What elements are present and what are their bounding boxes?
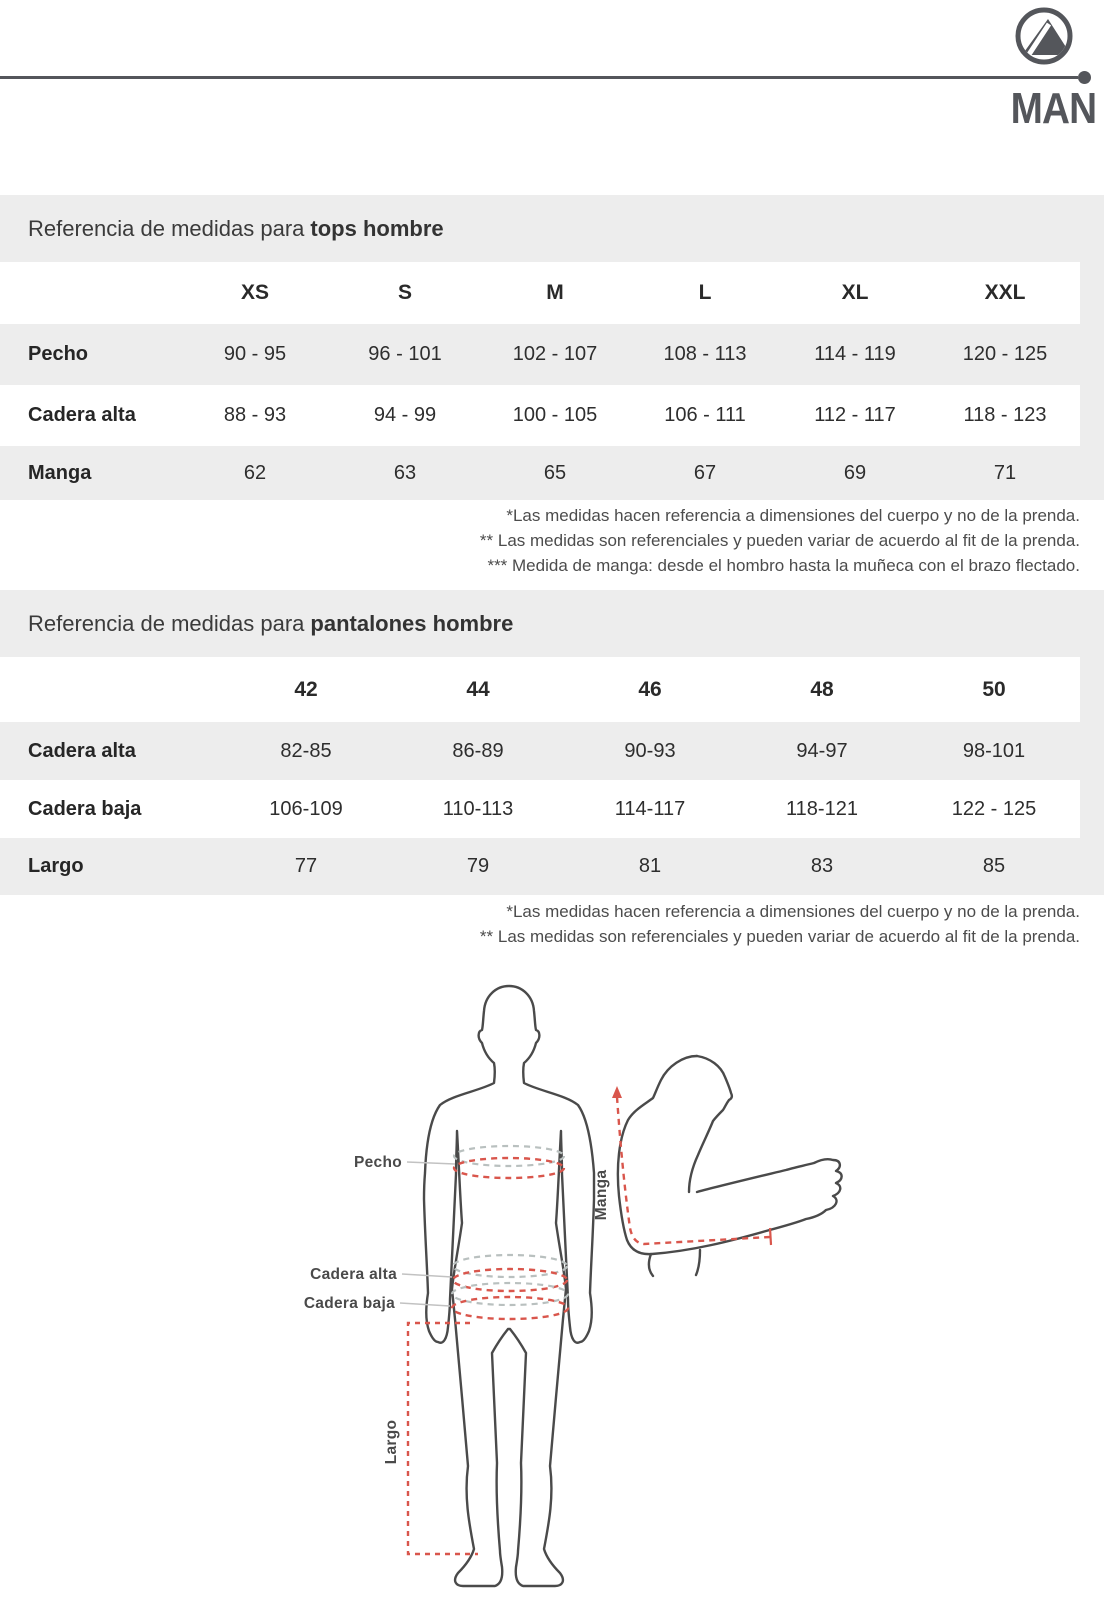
measure-value: 106 - 111 (664, 404, 746, 426)
pants-title-bold: pantalones hombre (310, 610, 514, 636)
pants-header-row (0, 657, 1080, 722)
footnote: *** Medida de manga: desde el hombro hasta la muñeca con el brazo flectado. (487, 556, 1080, 575)
size-col-header: L (698, 281, 712, 304)
measure-value: 106-109 (269, 797, 343, 820)
measure-value: 90 - 95 (223, 343, 287, 365)
measure-value: 96 - 101 (368, 343, 442, 365)
cadera-baja-label: Cadera baja (303, 1295, 395, 1312)
manga-end-tick (770, 1228, 771, 1245)
measure-value: 114-117 (614, 797, 686, 820)
measure-value: 114 - 119 (814, 343, 896, 365)
footnote: ** Las medidas son referenciales y pueden variar de acuerdo al fit de la prenda. (479, 531, 1080, 550)
cadera-baja-connector-line (400, 1303, 450, 1306)
table-row-largo (0, 838, 1080, 895)
tops-size-table-section (0, 195, 1104, 500)
row-label: Largo (28, 855, 84, 877)
measure-value: 108 - 113 (663, 343, 747, 365)
pecho-connector-line (407, 1162, 455, 1164)
low-hip-measure-ellipse-red (452, 1297, 568, 1319)
high-hip-measure-ellipse-gray (453, 1255, 567, 1277)
measure-value: 90-93 (624, 739, 676, 762)
measure-value: 77 (294, 855, 318, 877)
brand-wordmark: MAN (1010, 84, 1096, 133)
row-label: Cadera alta (28, 739, 136, 762)
pants-footnotes (0, 899, 1080, 949)
size-col-header: 42 (294, 677, 318, 701)
size-col-header: 48 (810, 677, 834, 701)
row-label: Cadera alta (28, 404, 136, 426)
front-body-figure (424, 986, 594, 1586)
pecho-label: Pecho (353, 1154, 402, 1171)
size-col-header: 44 (466, 677, 490, 701)
header-divider-line (0, 76, 1078, 79)
measure-value: 112 - 117 (814, 404, 896, 426)
tops-footnotes (0, 503, 1080, 578)
pants-size-table-section (0, 590, 1104, 895)
measure-value: 100 - 105 (512, 404, 598, 426)
measure-value: 118-121 (786, 797, 858, 820)
measure-value: 120 - 125 (962, 343, 1048, 365)
largo-label: Largo (383, 1419, 400, 1465)
manga-arrow-icon (612, 1086, 622, 1098)
measure-value: 81 (638, 855, 662, 877)
tops-title-bold: tops hombre (310, 215, 444, 241)
measure-value: 118 - 123 (963, 404, 1047, 426)
table-row-manga (0, 446, 1080, 500)
measure-value: 63 (393, 461, 417, 484)
size-col-header: S (397, 281, 412, 304)
measure-value: 82-85 (280, 739, 332, 762)
size-col-header: XXL (984, 281, 1026, 304)
size-col-header: M (546, 281, 564, 304)
size-col-header: XL (841, 281, 869, 304)
size-col-header: 50 (982, 677, 1006, 701)
measure-value: 62 (243, 461, 267, 484)
body-measurement-diagram (0, 950, 1104, 1600)
measure-value: 88 - 93 (223, 404, 287, 426)
measure-value: 67 (693, 461, 717, 484)
row-label: Manga (28, 461, 92, 484)
chest-measure-ellipse-red (454, 1158, 564, 1178)
table-row-cadera-alta (0, 385, 1080, 446)
table-row-cadera-baja (0, 780, 1080, 838)
measure-value: 94-97 (796, 739, 848, 762)
header-divider-dot-icon (1078, 71, 1091, 84)
measure-value: 102 - 107 (512, 343, 598, 365)
chest-measure-ellipse-gray (454, 1146, 564, 1166)
high-hip-measure-ellipse-red (453, 1269, 567, 1291)
measure-value: 110-113 (442, 797, 514, 820)
measure-value: 85 (982, 855, 1006, 877)
measure-value: 71 (993, 461, 1017, 484)
table-row-pecho (0, 324, 1080, 385)
tops-table-title (0, 195, 1104, 262)
measure-value: 83 (810, 855, 834, 877)
measure-value: 79 (466, 855, 490, 877)
table-row-cadera-alta (0, 722, 1080, 780)
largo-measure-line (408, 1323, 478, 1554)
tops-header-row (0, 262, 1080, 324)
manga-measure-line (617, 1097, 770, 1244)
footnote: ** Las medidas son referenciales y pueden variar de acuerdo al fit de la prenda. (479, 927, 1080, 946)
measure-value: 65 (543, 461, 567, 484)
measure-value: 94 - 99 (373, 404, 437, 426)
size-col-header: 46 (638, 677, 662, 701)
cadera-alta-label: Cadera alta (310, 1266, 397, 1283)
measure-value: 69 (843, 461, 867, 484)
tops-title-prefix: Referencia de medidas para (28, 215, 305, 241)
pants-table-title (0, 590, 1104, 657)
measure-value: 86-89 (452, 739, 504, 762)
manga-label: Manga (593, 1169, 610, 1221)
brand-mountain-logo-icon (1009, 2, 1079, 72)
measure-value: 122 - 125 (951, 797, 1037, 820)
row-label: Cadera baja (28, 797, 142, 820)
measure-value: 98-101 (962, 739, 1026, 762)
row-label: Pecho (28, 343, 89, 365)
footnote: *Las medidas hacen referencia a dimensiones del cuerpo y no de la prenda. (506, 506, 1080, 525)
size-col-header: XS (240, 281, 269, 304)
footnote: *Las medidas hacen referencia a dimensiones del cuerpo y no de la prenda. (506, 902, 1080, 921)
side-face-chest-line (689, 1056, 732, 1192)
pants-title-prefix: Referencia de medidas para (28, 610, 305, 636)
low-hip-measure-ellipse-gray (452, 1283, 568, 1305)
